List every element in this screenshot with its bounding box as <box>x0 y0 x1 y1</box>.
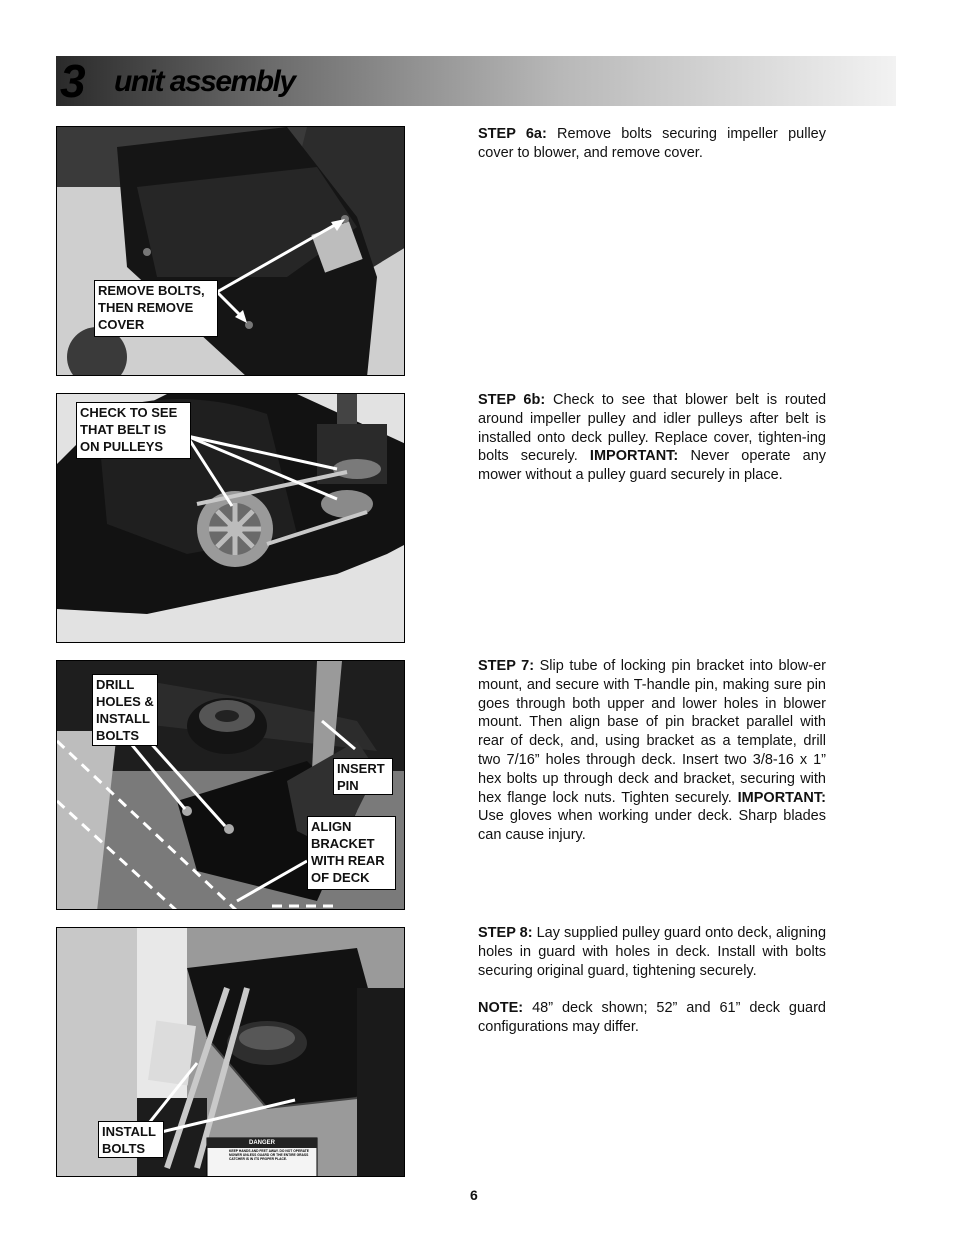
callout-align-bracket: ALIGN BRACKET WITH REAR OF DECK <box>307 816 396 890</box>
step-6b <box>478 391 826 485</box>
photo-install-guard <box>56 927 405 1177</box>
step-6b-text: Check to see that blower belt is routed around impeller pulley and idler pulleys after belt is installed onto deck pulley. Replace cover, tighten-ing bolts securely. <box>478 392 827 465</box>
step-8-note <box>478 999 826 1037</box>
danger-label-body: KEEP HANDS AND FEET AWAY. DO NOT OPERATE MOWER UNLESS GUARD OR THE ENTIRE GRASS CATCHER IS IN ITS PROPER PLACE. <box>229 1149 309 1162</box>
step-8-label: STEP 8: <box>478 925 533 941</box>
step-6b-important-text: Never operate any mower without a pulley guard securely in place. <box>478 448 827 484</box>
step-7-important-text: Use gloves when working under deck. Sharp blades can cause injury. <box>478 808 826 844</box>
step-6b-important-label: IMPORTANT: <box>589 448 679 465</box>
step-7 <box>478 657 826 845</box>
step-6a-label: STEP 6a: <box>478 126 547 142</box>
callout-check-belt: CHECK TO SEE THAT BELT IS ON PULLEYS <box>76 402 191 459</box>
step-7-label: STEP 7: <box>478 658 535 674</box>
section-header <box>56 56 896 106</box>
page-number: 6 <box>470 1187 478 1203</box>
callout-drill-holes: DRILL HOLES & INSTALL BOLTS <box>92 674 158 746</box>
section-title: unit assembly <box>114 65 295 98</box>
step-8 <box>478 924 826 1037</box>
callout-install-bolts: INSTALL BOLTS <box>98 1121 164 1158</box>
step-8-note-label: NOTE: <box>478 1000 524 1017</box>
step-6a <box>478 125 826 163</box>
callout-insert-pin: INSERT PIN <box>333 758 393 795</box>
photo-pin-bracket <box>56 660 405 910</box>
section-number: 3 <box>60 55 84 107</box>
callout-remove-bolts: REMOVE BOLTS, THEN REMOVE COVER <box>94 280 218 337</box>
photo-check-belt <box>56 393 405 643</box>
step-8-note-text: 48” deck shown; 52” and 61” deck guard configurations may differ. <box>478 1000 826 1036</box>
step-6b-label: STEP 6b: <box>478 392 546 408</box>
step-6a-text: Remove bolts securing impeller pulley cover to blower, and remove cover. <box>478 126 826 161</box>
step-8-text: Lay supplied pulley guard onto deck, aligning holes in guard with holes in deck. Install with bolts securing original guard, tightening securely. <box>478 925 827 979</box>
photo-remove-cover <box>56 126 405 376</box>
step-7-important-label: IMPORTANT: <box>737 789 826 806</box>
danger-label-title: DANGER <box>248 1140 275 1146</box>
step-7-text: Slip tube of locking pin bracket into blow-er mount, and secure with T-handle pin, making sure pin goes through both upper and lower holes in blower mount. Then align base of pin bracket parallel with rear of deck, and, using bracket as a template, drill two 7/16” holes through deck. Insert two 3/8-16 x 1” hex bolts up through deck and bracket, securing with hex flange lock nuts. Tighten securely. <box>478 658 826 806</box>
